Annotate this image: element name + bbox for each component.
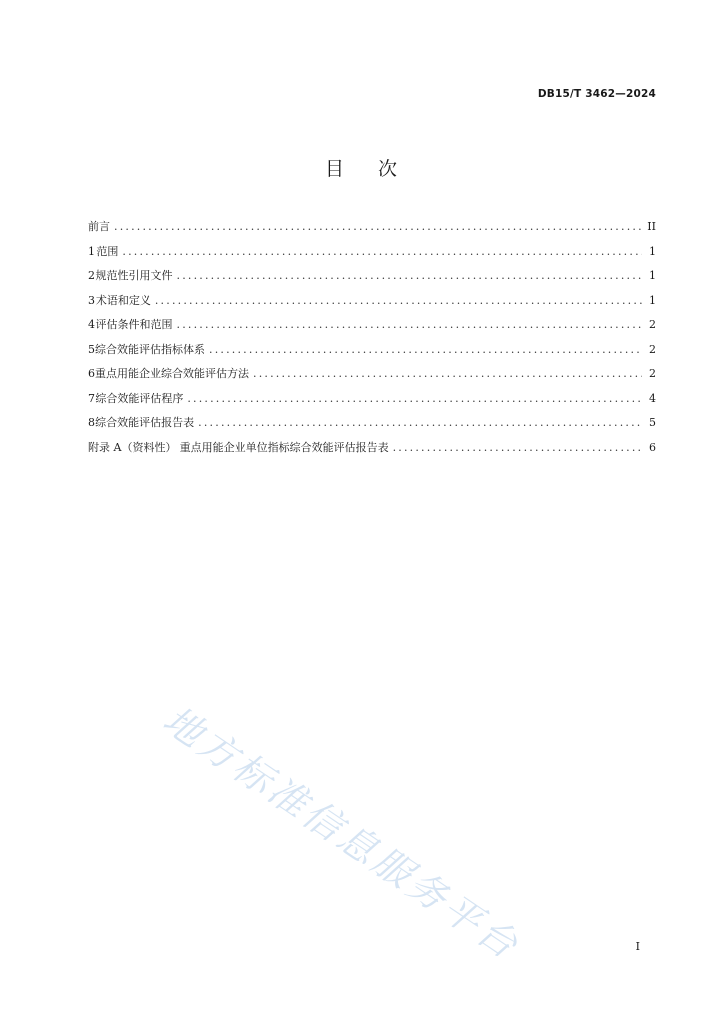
toc-entry-2[interactable] [88, 267, 656, 292]
toc-entry-label[interactable]: 规范性引用文件 [95, 269, 173, 282]
toc-entry-label[interactable]: 综合效能评估指标体系 [95, 342, 205, 356]
toc-entry-foreword[interactable] [88, 218, 656, 243]
toc-entry-8[interactable] [88, 414, 656, 439]
toc-entry-number: 8 [88, 416, 95, 429]
toc-entry-label[interactable]: 综合效能评估程序 [95, 391, 184, 405]
toc-entry-label[interactable]: 术语和定义 [95, 293, 151, 307]
toc-leader-dots [122, 245, 642, 258]
toc-title-part2: 次 [378, 158, 400, 180]
toc-page-number: 2 [649, 367, 656, 380]
toc-page-number: 6 [649, 440, 656, 454]
toc-title-part1: 目 [324, 158, 346, 180]
toc-entry-7[interactable] [88, 390, 656, 415]
toc-title [0, 154, 724, 181]
toc-page-number: 1 [649, 244, 656, 258]
table-of-contents [88, 218, 656, 463]
toc-entry-3[interactable] [88, 292, 656, 317]
toc-entry-6[interactable] [88, 365, 656, 390]
toc-page-number: 2 [649, 318, 656, 331]
toc-leader-dots [198, 416, 642, 429]
toc-entry-label[interactable]: 重点用能企业综合效能评估方法 [95, 367, 249, 380]
toc-entry-number: 2 [88, 269, 95, 282]
toc-page-number: 1 [649, 269, 656, 282]
toc-page-number: 5 [649, 416, 656, 429]
toc-leader-dots [177, 318, 643, 331]
toc-leader-dots [209, 343, 642, 356]
toc-leader-dots [177, 269, 643, 282]
toc-entry-label[interactable]: 前言 [88, 220, 110, 233]
toc-entry-number: 1 [88, 244, 95, 258]
toc-entry-label[interactable]: 综合效能评估报告表 [95, 416, 195, 429]
toc-entry-label[interactable]: 重点用能企业单位指标综合效能评估报告表 [179, 440, 389, 454]
toc-entry-number: 5 [88, 342, 95, 356]
toc-leader-dots [187, 392, 642, 405]
toc-page-number: II [647, 220, 656, 233]
toc-appendix-prefix[interactable]: 附录 A（资料性） [88, 440, 177, 454]
toc-leader-dots [253, 367, 642, 380]
toc-entry-1[interactable] [88, 243, 656, 268]
toc-page-number: 4 [649, 391, 656, 405]
standard-code: DB15/T 3462—2024 [537, 88, 656, 100]
toc-entry-label[interactable]: 范围 [96, 244, 119, 258]
toc-entry-number: 7 [88, 391, 95, 405]
toc-leader-dots [393, 441, 642, 454]
toc-entry-appendix-a[interactable] [88, 439, 656, 464]
toc-entry-5[interactable] [88, 341, 656, 366]
toc-leader-dots [114, 220, 642, 233]
toc-leader-dots [155, 294, 642, 307]
toc-entry-number: 6 [88, 367, 95, 380]
toc-entry-label[interactable]: 评估条件和范围 [95, 318, 173, 331]
toc-entry-number: 3 [88, 293, 95, 307]
toc-page-number: 1 [649, 293, 656, 307]
toc-page-number: 2 [649, 342, 656, 356]
page-number: I [635, 940, 640, 953]
toc-entry-4[interactable] [88, 316, 656, 341]
watermark-text: 地方标准信息服务平台 [155, 697, 529, 969]
toc-entry-number: 4 [88, 318, 95, 331]
